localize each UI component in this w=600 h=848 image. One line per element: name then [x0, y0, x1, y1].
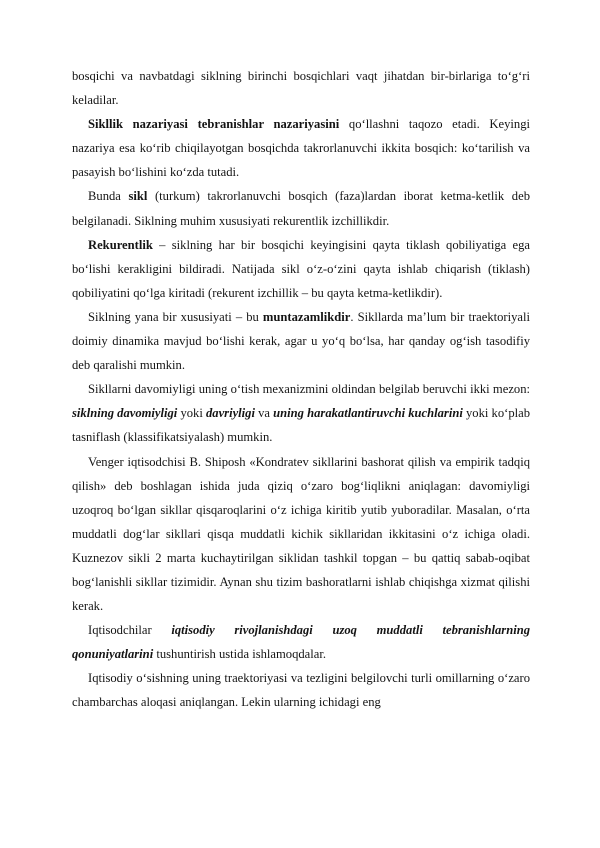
paragraph-9: [72, 666, 530, 714]
term-tebranishlar-qonuniyatlari: iqtisodiy rivojlanishdagi uzoq muddatli tebranishlarning qonuniyatlarini: [72, 623, 530, 662]
term-sikllik-nazariyasi: Sikllik nazariyasi tebranishlar nazariyasini: [88, 117, 340, 132]
paragraph-2: [72, 112, 530, 184]
paragraph-7-text: Venger iqtisodchisi B. Shiposh «Kondratev sikllarini bashorat qilish va empirik tadqiq qilish» deb boshlagan ishida juda qiziq o‘zaro bog‘liqlikni aniqlagan: davomiyligi uzoqroq bo‘lgan sikllar qisqaroqlarini o‘z ichiga kiritib yutib yuboradilar. Masalan, o‘rta muddatli dog‘lar sikllari qisqa muddatli kichik sikllaridan ikkitasini o‘z ichiga oladi. Kuznezov sikli 2 marta kuchaytirilgan siklidan tashkil topgan – bu qattiq sabab-oqibat bog‘lanishli sikllar tizimidir. Aynan shu tizim bashoratlarni ishlab chiqishga xizmat qilishi kerak.: [72, 454, 530, 614]
paragraph-1-text: bosqichi va navbatdagi siklning birinchi bosqichlari vaqt jihatdan bir-birlariga to‘g‘ri keladilar.: [72, 69, 530, 108]
term-muntazamlik: muntazamlikdir: [262, 309, 351, 324]
paragraph-5-text-b: . Sikllarda ma’lum bir traektoriyali doimiy dinamika mavjud bo‘lishi kerak, agar u yo‘q bo‘lsa, har qanday og‘ish tasodifiy deb qaralishi mumkin.: [72, 309, 530, 373]
paragraph-6-text-d: yoki ko‘plab tasniflash (klassifikatsiyalash) mumkin.: [72, 406, 531, 445]
paragraph-7: [72, 450, 530, 619]
paragraph-4-text: – siklning har bir bosqichi keyingisini qayta tiklash qobiliyatiga ega bo‘lishi kerakligini bildiradi. Natijada sikl o‘z-o‘zini qayta ishlab chiqarish (tiklash) qobiliyatini qo‘lga kiritadi (rekurent izchillik – bu qayta ketma-ketlikdir).: [72, 237, 530, 300]
paragraph-8: [72, 618, 530, 666]
term-rekurentlik: Rekurentlik: [88, 237, 153, 252]
paragraph-3-text-b: (turkum) takrorlanuvchi bosqich (faza)lardan iborat ketma-ketlik deb belgilanadi. Siklning muhim xususiyati rekurentlik izchillikdir.: [72, 189, 530, 228]
paragraph-4: [72, 233, 530, 305]
paragraph-5-text-a: Siklning yana bir xususiyati – bu: [88, 309, 263, 324]
paragraph-8-text-a: Iqtisodchilar: [88, 623, 172, 638]
term-harakatlantiruvchi-kuchlar: uning harakatlantiruvchi kuchlarini: [273, 406, 463, 421]
paragraph-3: [72, 184, 530, 232]
paragraph-6-text-a: Sikllarni davomiyligi uning o‘tish mexanizmini oldindan belgilab beruvchi ikki mezon:: [88, 382, 530, 397]
paragraph-8-text-b: tushuntirish ustida ishlamoqdalar.: [153, 647, 327, 662]
paragraph-6: [72, 377, 530, 449]
paragraph-1: [72, 64, 530, 112]
paragraph-2-text: qo‘llashni taqozo etadi. Keyingi nazariya esa ko‘rib chiqilayotgan bosqichda takrorlanuvchi ikkita bosqich: ko‘tarilish va pasayish bo‘lishini ko‘zda tutadi.: [72, 117, 530, 180]
term-siklning-davomiyligi: siklning davomiyligi: [72, 406, 178, 421]
paragraph-6-text-c: va: [254, 406, 274, 421]
document-page: [72, 64, 530, 715]
term-sikl: sikl: [128, 189, 148, 204]
term-davriyligi: davriyligi: [206, 406, 255, 421]
paragraph-3-text-a: Bunda: [88, 189, 129, 204]
paragraph-9-text: Iqtisodiy o‘sishning uning traektoriyasi va tezligini belgilovchi turli omillarning o‘zaro chambarchas aloqasi aniqlangan. Lekin ularning ichidagi eng: [72, 671, 530, 710]
paragraph-6-text-b: yoki: [177, 406, 206, 421]
paragraph-5: [72, 305, 530, 377]
